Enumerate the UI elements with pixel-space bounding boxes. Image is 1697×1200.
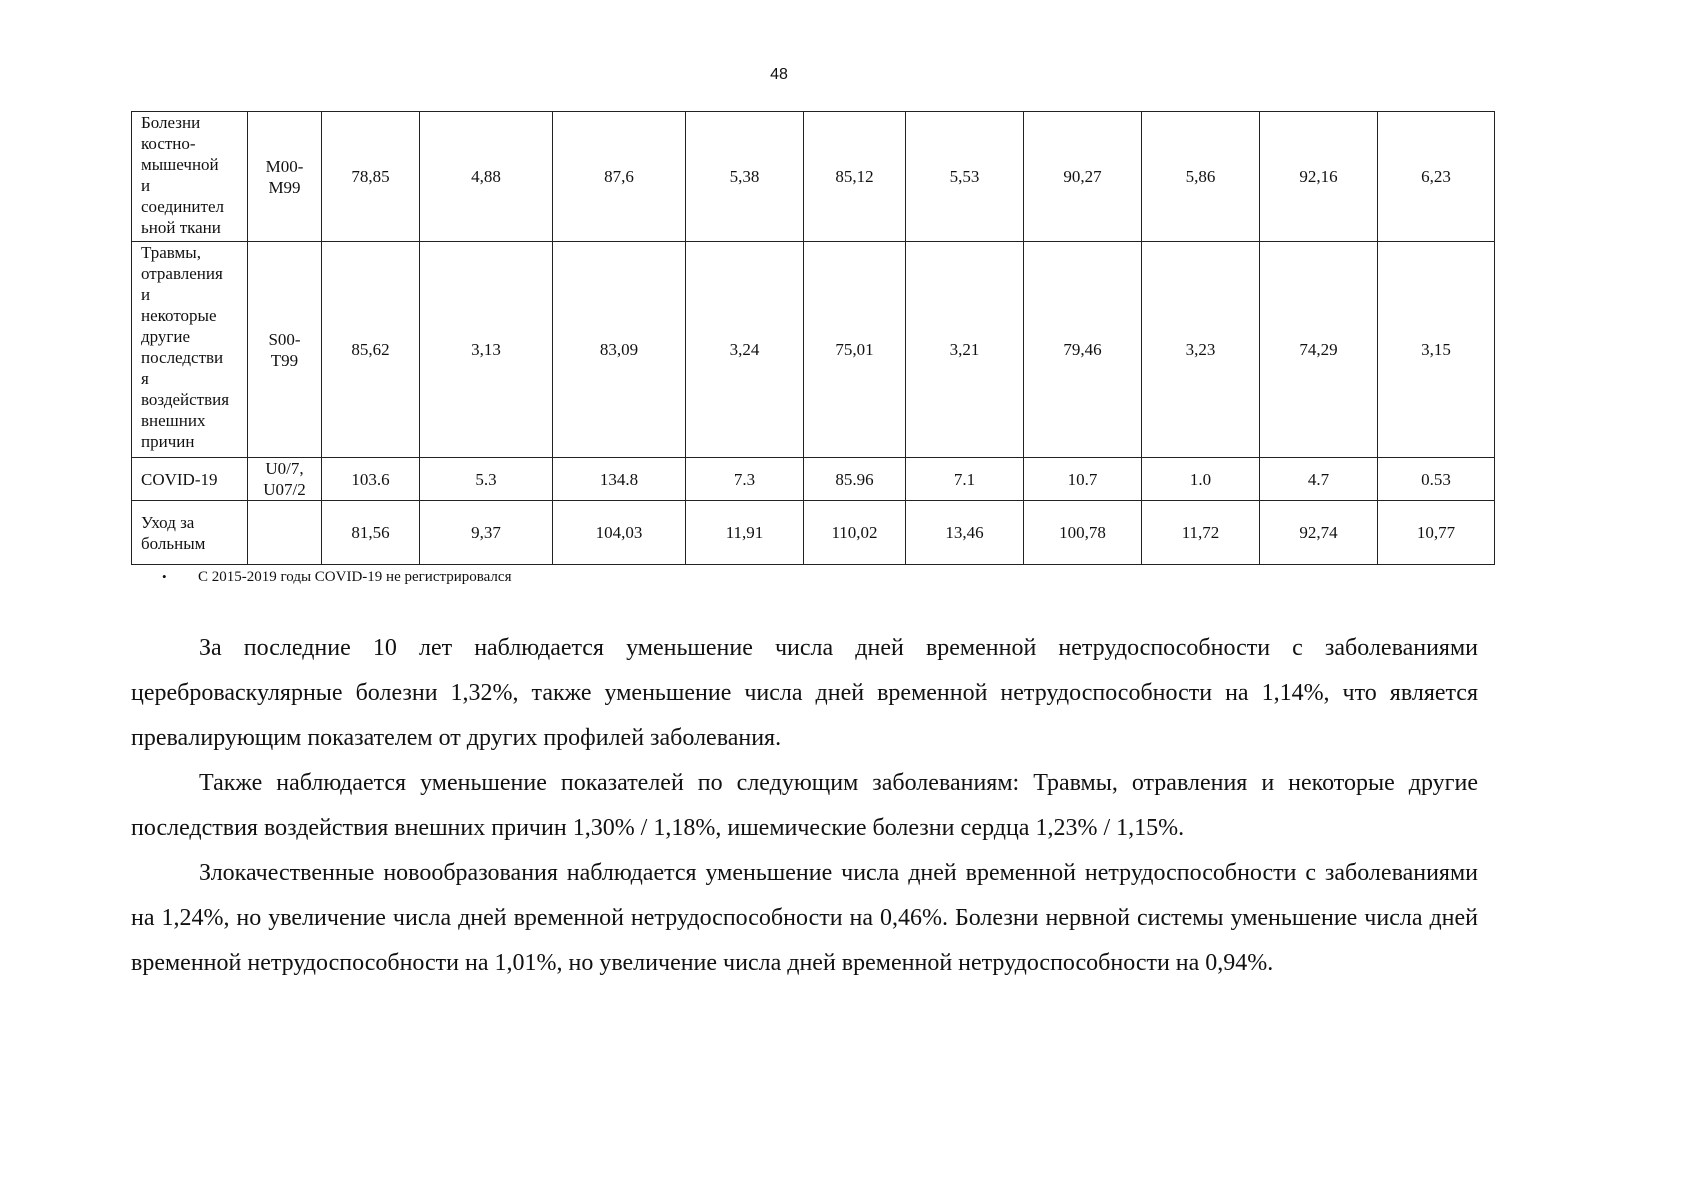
- icd-code-line: T99: [270, 350, 299, 370]
- disease-name-line: Травмы,: [141, 243, 201, 262]
- value-cell: 0.53: [1378, 458, 1495, 501]
- value-cell: 75,01: [804, 242, 906, 458]
- morbidity-table: [131, 111, 1495, 565]
- value-cell: 87,6: [553, 112, 686, 242]
- disease-name-line: и: [141, 285, 151, 304]
- body-text: [131, 626, 1478, 986]
- disease-name-line: отравления: [141, 264, 223, 283]
- disease-name-line: костно-: [141, 134, 196, 153]
- value-cell: 7.3: [686, 458, 804, 501]
- value-cell: 85,12: [804, 112, 906, 242]
- value-cell: 79,46: [1024, 242, 1142, 458]
- value-cell: 90,27: [1024, 112, 1142, 242]
- disease-name-cell: [132, 458, 248, 501]
- paragraph: Также наблюдается уменьшение показателей по следующим заболеваниям: Травмы, отравления и некоторые другие последствия воздействия внешних причин 1,30% / 1,18%, ишемические болезни сердца 1,23% / 1,15%.: [131, 770, 1478, 841]
- value-cell: 10.7: [1024, 458, 1142, 501]
- value-cell: 4.7: [1260, 458, 1378, 501]
- table-row: [132, 112, 1495, 242]
- value-cell: 3,15: [1378, 242, 1495, 458]
- value-cell: 92,74: [1260, 501, 1378, 565]
- disease-name-line: я: [141, 369, 149, 388]
- disease-name-line: внешних: [141, 411, 206, 430]
- disease-name-line: Уход за: [141, 512, 195, 532]
- value-cell: 9,37: [420, 501, 553, 565]
- value-cell: 7.1: [906, 458, 1024, 501]
- disease-name-line: последстви: [141, 348, 224, 367]
- icd-code-line: U0/7,: [265, 459, 304, 478]
- value-cell: 1.0: [1142, 458, 1260, 501]
- value-cell: 3,21: [906, 242, 1024, 458]
- footnote-bullet: •: [162, 569, 167, 584]
- value-cell: 5.3: [420, 458, 553, 501]
- icd-code-cell: [248, 242, 322, 458]
- disease-name-line: другие: [141, 327, 191, 346]
- value-cell: 85.96: [804, 458, 906, 501]
- disease-name-line: и: [141, 176, 151, 195]
- value-cell: 5,38: [686, 112, 804, 242]
- value-cell: 74,29: [1260, 242, 1378, 458]
- value-cell: 78,85: [322, 112, 420, 242]
- value-cell: 4,88: [420, 112, 553, 242]
- value-cell: 81,56: [322, 501, 420, 565]
- icd-code-cell: [248, 112, 322, 242]
- value-cell: 100,78: [1024, 501, 1142, 565]
- icd-code-line: S00-: [268, 329, 301, 349]
- table-row: [132, 458, 1495, 501]
- disease-name-line: воздействия: [141, 390, 230, 409]
- disease-name-line: COVID-19: [141, 469, 218, 489]
- value-cell: 92,16: [1260, 112, 1378, 242]
- page-number: 48: [770, 66, 788, 83]
- icd-code-line: U07/2: [263, 480, 306, 499]
- table-footnote: [162, 567, 511, 587]
- icd-code-cell: [248, 501, 322, 565]
- value-cell: 6,23: [1378, 112, 1495, 242]
- paragraph: За последние 10 лет наблюдается уменьшение числа дней временной нетрудоспособности с заболеваниями цереброваскулярные болезни 1,32%, также уменьшение числа дней временной нетрудоспособности на 1,14%, что является превалирующим показателем от других профилей заболевания.: [131, 635, 1478, 751]
- footnote-text: С 2015-2019 годы COVID-19 не регистрировался: [198, 569, 512, 585]
- value-cell: 110,02: [804, 501, 906, 565]
- value-cell: 104,03: [553, 501, 686, 565]
- value-cell: 11,91: [686, 501, 804, 565]
- icd-code-line: M99: [268, 177, 301, 197]
- value-cell: 10,77: [1378, 501, 1495, 565]
- value-cell: 5,53: [906, 112, 1024, 242]
- value-cell: 13,46: [906, 501, 1024, 565]
- value-cell: 83,09: [553, 242, 686, 458]
- icd-code-cell: [248, 458, 322, 501]
- disease-name-line: ьной ткани: [141, 218, 221, 237]
- disease-name-cell: [132, 501, 248, 565]
- value-cell: 134.8: [553, 458, 686, 501]
- icd-code-line: M00-: [265, 156, 304, 176]
- value-cell: 3,24: [686, 242, 804, 458]
- table-row: [132, 501, 1495, 565]
- disease-name-line: некоторые: [141, 306, 217, 325]
- paragraph: Злокачественные новообразования наблюдается уменьшение числа дней временной нетрудоспособности с заболеваниями на 1,24%, но увеличение числа дней временной нетрудоспособности на 0,46%. Болезни нервной системы уменьшение числа дней временной нетрудоспособности на 1,01%, но увеличение числа дней временной нетрудоспособности на 0,94%.: [131, 860, 1478, 976]
- value-cell: 103.6: [322, 458, 420, 501]
- value-cell: 5,86: [1142, 112, 1260, 242]
- disease-name-line: соединител: [141, 197, 224, 216]
- value-cell: 3,13: [420, 242, 553, 458]
- disease-name-cell: [132, 242, 248, 458]
- value-cell: 85,62: [322, 242, 420, 458]
- value-cell: 3,23: [1142, 242, 1260, 458]
- value-cell: 11,72: [1142, 501, 1260, 565]
- disease-name-line: больным: [141, 533, 206, 553]
- disease-name-cell: [132, 112, 248, 242]
- table-row: [132, 242, 1495, 458]
- disease-name-line: мышечной: [141, 155, 219, 174]
- disease-name-line: причин: [141, 432, 195, 451]
- disease-name-line: Болезни: [141, 113, 201, 132]
